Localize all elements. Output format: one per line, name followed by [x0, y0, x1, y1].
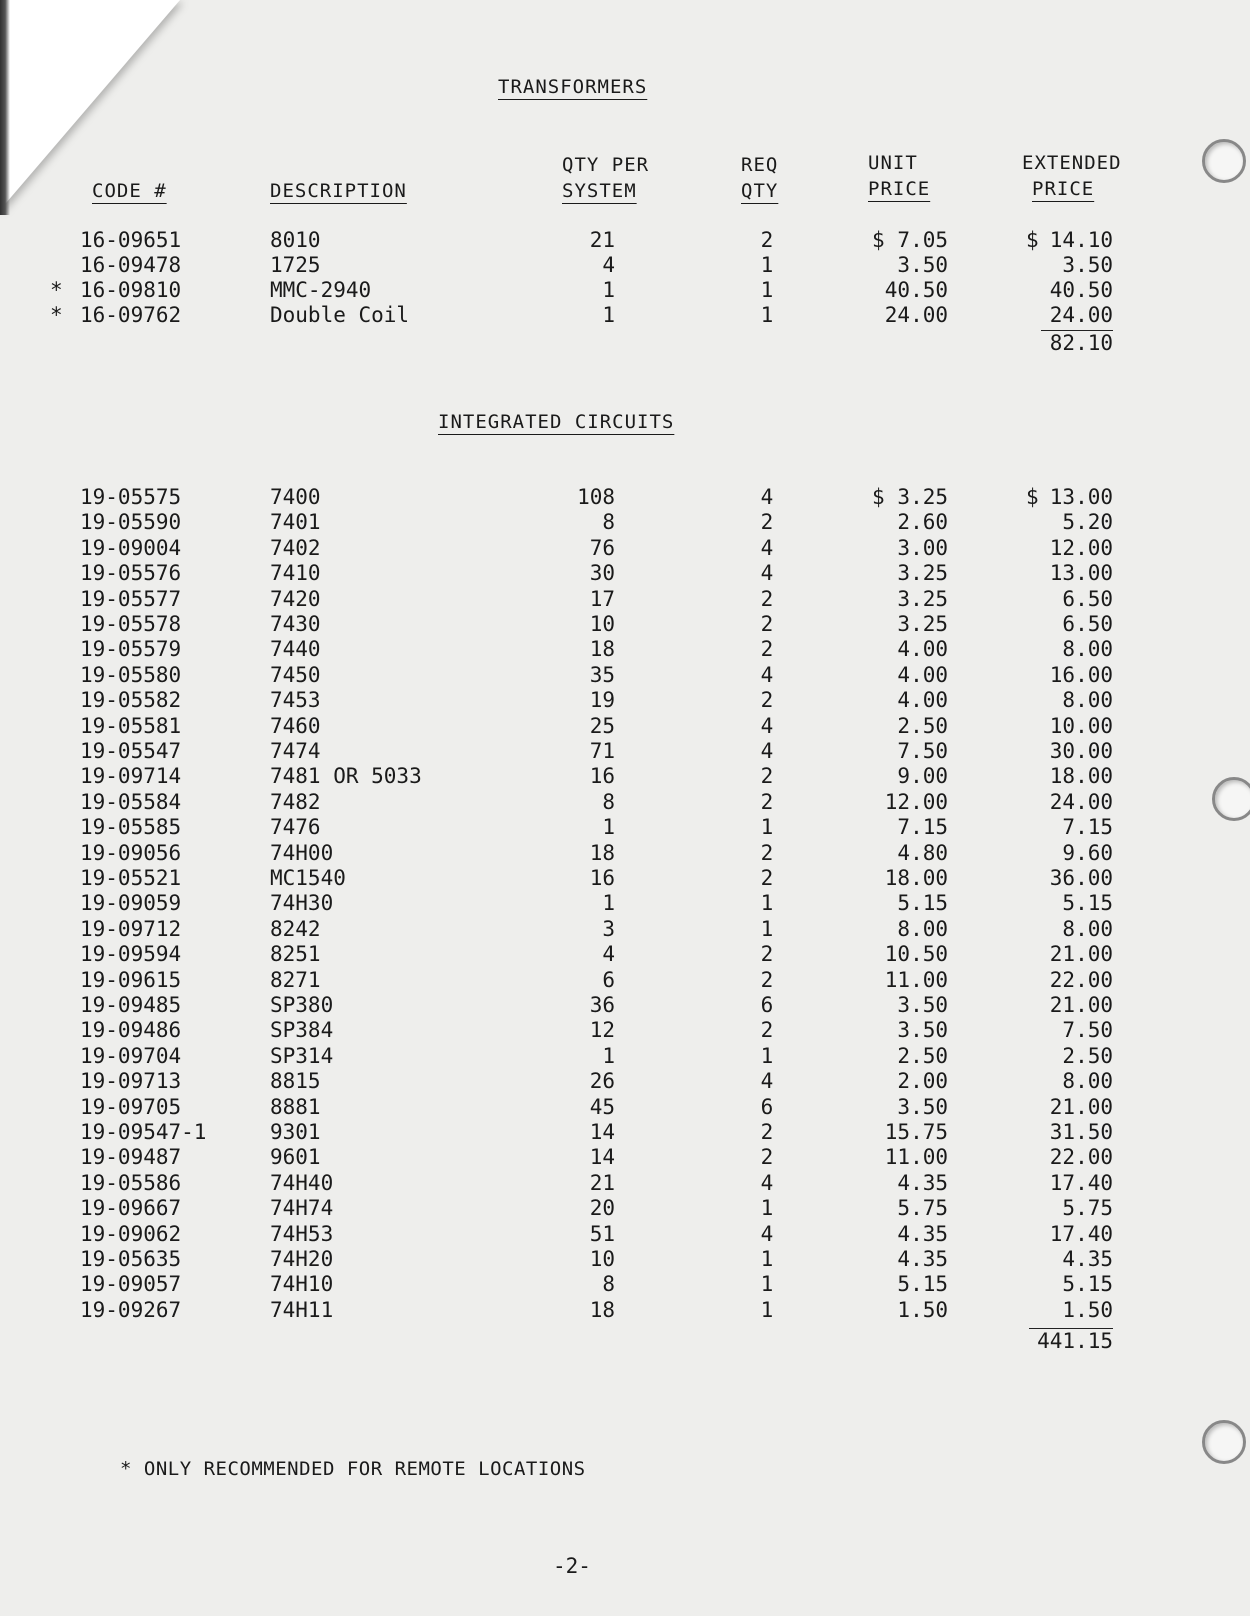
header-ext-line1: EXTENDED [1022, 152, 1122, 174]
row-req-qty: 1 [760, 1247, 774, 1271]
row-description: 7400 [270, 485, 321, 509]
row-req-qty: 1 [760, 1196, 774, 1221]
row-description: 8881 [270, 1094, 321, 1119]
row-qty-per-system: 14 [589, 1120, 615, 1144]
row-req-qty: 4 [760, 1221, 774, 1246]
row-extended-price: 8.00 [1062, 637, 1113, 662]
table-row [0, 1069, 1250, 1095]
row-unit-price: 4.00 [897, 637, 948, 662]
row-description: Double Coil [270, 303, 410, 327]
row-extended-price: 6.50 [1062, 586, 1113, 611]
row-description: 74H30 [270, 891, 334, 916]
row-unit-price: 9.00 [897, 764, 948, 789]
row-qty-per-system: 17 [589, 586, 615, 611]
row-extended-price: 3.50 [1062, 253, 1113, 277]
row-code: 19-05578 [80, 612, 182, 636]
header-unit-price [868, 150, 930, 202]
row-code: 16-09810 [80, 278, 182, 302]
header-description [270, 178, 407, 204]
header-req-line2: QTY [741, 180, 779, 202]
row-description: SP380 [270, 993, 334, 1017]
table-row [0, 485, 1250, 511]
header-qty-line2: SYSTEM [562, 180, 637, 202]
binder-hole-bottom [1202, 1420, 1246, 1464]
row-code: 19-09004 [80, 535, 182, 560]
row-extended-price: 14.10 [1049, 228, 1113, 252]
row-qty-per-system: 21 [589, 228, 615, 252]
row-extended-price: 21.00 [1049, 993, 1113, 1017]
row-qty-per-system: 30 [589, 561, 615, 586]
row-unit-price: 4.80 [897, 840, 948, 865]
row-req-qty: 4 [760, 713, 774, 738]
row-description: MMC-2940 [270, 278, 372, 302]
row-extended-price: 5.15 [1062, 1272, 1113, 1297]
table-row [0, 1171, 1250, 1197]
row-extended-price: 7.50 [1062, 1018, 1113, 1043]
row-code: 19-09059 [80, 891, 182, 916]
row-extended-price: 31.50 [1049, 1120, 1113, 1144]
row-extended-price: 1.50 [1062, 1297, 1113, 1322]
row-unit-price: 3.00 [897, 535, 948, 560]
row-code: 16-09651 [80, 228, 182, 252]
row-code: 19-05590 [80, 510, 182, 535]
row-unit-price: 1.50 [897, 1297, 948, 1322]
row-code: 19-05585 [80, 815, 182, 840]
row-qty-per-system: 4 [602, 942, 615, 967]
row-req-qty: 2 [760, 228, 774, 252]
row-code: 19-09267 [80, 1297, 182, 1322]
row-unit-price: 2.50 [897, 1043, 948, 1068]
row-description: 9601 [270, 1145, 321, 1170]
row-qty-per-system: 8 [602, 1272, 615, 1297]
row-code: 16-09478 [80, 253, 182, 277]
row-unit-price: 3.50 [897, 1018, 948, 1043]
row-extended-price: 5.75 [1062, 1196, 1113, 1221]
row-req-qty: 2 [760, 1120, 774, 1144]
row-qty-per-system: 21 [589, 1170, 615, 1195]
table-row [0, 1298, 1250, 1324]
row-code: 19-09062 [80, 1221, 182, 1246]
row-req-qty: 6 [760, 1094, 774, 1119]
row-req-qty: 2 [760, 840, 774, 865]
row-description: 7410 [270, 561, 321, 586]
table-row [0, 587, 1250, 613]
header-qty-per-system [562, 152, 649, 204]
table-row [0, 739, 1250, 765]
footnote: * ONLY RECOMMENDED FOR REMOTE LOCATIONS [120, 1458, 586, 1480]
row-code: 19-09615 [80, 967, 182, 992]
row-req-qty: 1 [760, 1043, 774, 1068]
row-unit-price: 7.15 [897, 815, 948, 840]
row-description: 7402 [270, 535, 321, 560]
transformers-title: TRANSFORMERS [498, 76, 648, 98]
row-description: 74H53 [270, 1221, 334, 1246]
row-description: 74H74 [270, 1196, 334, 1221]
transformers-total: 82.10 [1041, 330, 1113, 355]
row-code: 19-05582 [80, 688, 182, 713]
row-code: 19-05547 [80, 739, 182, 763]
header-qty-line1: QTY PER [562, 154, 650, 176]
table-row [0, 841, 1250, 867]
row-extended-price: 8.00 [1062, 688, 1113, 713]
table-row [0, 228, 1250, 254]
table-row [0, 510, 1250, 536]
row-unit-price: 2.60 [897, 510, 948, 535]
row-code: 19-05579 [80, 637, 182, 662]
row-description: MC1540 [270, 866, 346, 890]
row-description: 1725 [270, 253, 321, 277]
row-unit-price: 3.50 [897, 1094, 948, 1119]
integrated-circuits-title: INTEGRATED CIRCUITS [438, 411, 675, 433]
table-row [0, 663, 1250, 689]
row-qty-per-system: 14 [589, 1145, 615, 1170]
row-qty-per-system: 1 [602, 278, 615, 302]
row-code: 19-09486 [80, 1018, 182, 1043]
row-code: 19-09713 [80, 1069, 182, 1094]
row-unit-dollar: $ [872, 228, 885, 252]
row-extended-price: 6.50 [1062, 612, 1113, 636]
row-req-qty: 2 [760, 967, 774, 992]
row-unit-price: 40.50 [884, 278, 948, 302]
row-code: 19-09667 [80, 1196, 182, 1221]
row-req-qty: 6 [760, 993, 774, 1017]
header-ext-line2: PRICE [1032, 178, 1095, 200]
row-extended-price: 22.00 [1049, 1145, 1113, 1170]
table-row [0, 536, 1250, 562]
row-description: 7440 [270, 637, 321, 662]
row-code: 19-05580 [80, 662, 182, 687]
row-req-qty: 4 [760, 662, 774, 687]
table-row [0, 1018, 1250, 1044]
table-row [0, 917, 1250, 943]
row-qty-per-system: 19 [589, 688, 615, 713]
row-qty-per-system: 36 [589, 993, 615, 1017]
row-extended-price: 2.50 [1062, 1043, 1113, 1068]
table-row [0, 561, 1250, 587]
header-description-label: DESCRIPTION [270, 180, 407, 202]
row-unit-price: 5.75 [897, 1196, 948, 1221]
table-row [0, 1120, 1250, 1146]
row-extended-price: 16.00 [1049, 662, 1113, 687]
row-qty-per-system: 4 [602, 253, 615, 277]
row-code: 19-09057 [80, 1272, 182, 1297]
table-row [0, 891, 1250, 917]
row-extended-price: 4.35 [1062, 1247, 1113, 1271]
row-ext-dollar: $ [1026, 485, 1039, 509]
row-req-qty: 1 [760, 1297, 774, 1322]
row-extended-price: 40.50 [1049, 278, 1113, 302]
row-qty-per-system: 1 [602, 891, 615, 916]
row-code: 19-09547-1 [80, 1120, 207, 1144]
row-qty-per-system: 8 [602, 789, 615, 814]
row-description: 7430 [270, 612, 321, 636]
table-row [0, 790, 1250, 816]
row-qty-per-system: 10 [589, 1247, 615, 1271]
row-code: 19-05581 [80, 713, 182, 738]
table-row [0, 612, 1250, 638]
row-req-qty: 2 [760, 510, 774, 535]
table-row [0, 278, 1250, 304]
header-code [92, 178, 167, 204]
row-description: 7401 [270, 510, 321, 535]
row-description: 74H40 [270, 1170, 334, 1195]
row-req-qty: 1 [760, 891, 774, 916]
row-extended-price: 10.00 [1049, 713, 1113, 738]
table-row [0, 815, 1250, 841]
table-row [0, 968, 1250, 994]
row-unit-price: 4.00 [897, 662, 948, 687]
row-unit-price: 11.00 [884, 967, 948, 992]
header-code-label: CODE # [92, 180, 167, 202]
row-req-qty: 2 [760, 612, 774, 636]
row-req-qty: 2 [760, 637, 774, 662]
row-description: 8010 [270, 228, 321, 252]
row-qty-per-system: 51 [589, 1221, 615, 1246]
table-row [0, 714, 1250, 740]
table-row [0, 1272, 1250, 1298]
row-code: 19-09712 [80, 916, 182, 941]
row-unit-price: 7.50 [897, 739, 948, 763]
row-extended-price: 21.00 [1049, 1094, 1113, 1119]
row-req-qty: 1 [760, 815, 774, 840]
row-description: 74H20 [270, 1247, 334, 1271]
row-code: 19-05577 [80, 586, 182, 611]
row-description: 7450 [270, 662, 321, 687]
row-qty-per-system: 18 [589, 637, 615, 662]
row-req-qty: 2 [760, 866, 774, 890]
row-req-qty: 4 [760, 535, 774, 560]
table-row [0, 1196, 1250, 1222]
row-extended-price: 17.40 [1049, 1170, 1113, 1195]
row-code: 19-09704 [80, 1043, 182, 1068]
row-code: 19-05586 [80, 1170, 182, 1195]
row-qty-per-system: 12 [589, 1018, 615, 1043]
header-req-qty [741, 152, 778, 204]
integrated-circuits-total: 441.15 [1029, 1328, 1113, 1353]
row-qty-per-system: 20 [589, 1196, 615, 1221]
row-req-qty: 1 [760, 303, 774, 327]
row-unit-price: 15.75 [884, 1120, 948, 1144]
table-row [0, 993, 1250, 1019]
row-req-qty: 2 [760, 586, 774, 611]
table-row [0, 1222, 1250, 1248]
row-extended-price: 24.00 [1049, 303, 1113, 327]
row-extended-price: 13.00 [1049, 485, 1113, 509]
row-description: 74H00 [270, 840, 334, 865]
row-req-qty: 2 [760, 789, 774, 814]
row-code: 19-05635 [80, 1247, 182, 1271]
row-unit-price: 5.15 [897, 1272, 948, 1297]
row-unit-price: 3.25 [897, 561, 948, 586]
row-unit-price: 18.00 [884, 866, 948, 890]
row-code: 19-05575 [80, 485, 182, 509]
row-qty-per-system: 1 [602, 815, 615, 840]
row-unit-price: 4.35 [897, 1221, 948, 1246]
row-unit-price: 4.35 [897, 1170, 948, 1195]
row-qty-per-system: 35 [589, 662, 615, 687]
table-row [0, 866, 1250, 892]
row-req-qty: 2 [760, 1018, 774, 1043]
row-extended-price: 8.00 [1062, 916, 1113, 941]
table-row [0, 637, 1250, 663]
row-req-qty: 4 [760, 485, 774, 509]
row-qty-per-system: 16 [589, 866, 615, 890]
row-unit-price: 3.25 [897, 612, 948, 636]
row-code: 19-09705 [80, 1094, 182, 1119]
row-description: 8815 [270, 1069, 321, 1094]
row-extended-price: 18.00 [1049, 764, 1113, 789]
row-qty-per-system: 10 [589, 612, 615, 636]
row-req-qty: 4 [760, 1170, 774, 1195]
row-qty-per-system: 1 [602, 1043, 615, 1068]
row-qty-per-system: 6 [602, 967, 615, 992]
row-qty-per-system: 108 [577, 485, 615, 509]
row-unit-price: 3.25 [897, 586, 948, 611]
row-description: 8242 [270, 916, 321, 941]
row-extended-price: 30.00 [1049, 739, 1113, 763]
row-qty-per-system: 1 [602, 303, 615, 327]
row-extended-price: 24.00 [1049, 789, 1113, 814]
row-req-qty: 4 [760, 561, 774, 586]
row-code: 19-09714 [80, 764, 182, 789]
row-qty-per-system: 76 [589, 535, 615, 560]
row-description: 74H11 [270, 1297, 334, 1322]
row-req-qty: 2 [760, 764, 774, 789]
table-row [0, 1044, 1250, 1070]
row-qty-per-system: 71 [589, 739, 615, 763]
row-description: 74H10 [270, 1272, 334, 1297]
row-extended-price: 17.40 [1049, 1221, 1113, 1246]
row-code: 19-09487 [80, 1145, 182, 1170]
row-ext-dollar: $ [1026, 228, 1039, 252]
header-unit-line2: PRICE [868, 178, 931, 200]
row-description: 8251 [270, 942, 321, 967]
table-row [0, 764, 1250, 790]
row-unit-price: 3.50 [897, 993, 948, 1017]
row-unit-price: 4.35 [897, 1247, 948, 1271]
row-qty-per-system: 45 [589, 1094, 615, 1119]
row-qty-per-system: 18 [589, 1297, 615, 1322]
row-req-qty: 2 [760, 688, 774, 713]
row-qty-per-system: 18 [589, 840, 615, 865]
row-description: 7474 [270, 739, 321, 763]
row-extended-price: 22.00 [1049, 967, 1113, 992]
header-extended-price [1022, 150, 1122, 202]
row-unit-price: 5.15 [897, 891, 948, 916]
row-extended-price: 13.00 [1049, 561, 1113, 586]
row-req-qty: 4 [760, 1069, 774, 1094]
folded-corner-edge [0, 0, 10, 215]
row-qty-per-system: 25 [589, 713, 615, 738]
row-extended-price: 9.60 [1062, 840, 1113, 865]
row-code: 19-05521 [80, 866, 182, 890]
row-description: 9301 [270, 1120, 321, 1144]
table-row [0, 303, 1250, 329]
row-code: 19-09485 [80, 993, 182, 1017]
row-unit-dollar: $ [872, 485, 885, 509]
row-unit-price: 3.50 [897, 253, 948, 277]
row-req-qty: 1 [760, 916, 774, 941]
row-unit-price: 10.50 [884, 942, 948, 967]
row-code: 19-09056 [80, 840, 182, 865]
table-row [0, 253, 1250, 279]
row-description: 7476 [270, 815, 321, 840]
row-description: SP314 [270, 1043, 334, 1068]
row-qty-per-system: 16 [589, 764, 615, 789]
page-number: -2- [553, 1554, 591, 1578]
header-unit-line1: UNIT [868, 152, 918, 174]
row-unit-price: 3.25 [897, 485, 948, 509]
row-extended-price: 12.00 [1049, 535, 1113, 560]
row-description: 8271 [270, 967, 321, 992]
row-description: SP384 [270, 1018, 334, 1043]
row-code: 16-09762 [80, 303, 182, 327]
row-unit-price: 4.00 [897, 688, 948, 713]
row-unit-price: 2.50 [897, 713, 948, 738]
row-star-marker: * [50, 303, 63, 327]
row-req-qty: 2 [760, 942, 774, 967]
table-row [0, 688, 1250, 714]
row-description: 7453 [270, 688, 321, 713]
row-unit-price: 2.00 [897, 1069, 948, 1094]
row-unit-price: 24.00 [884, 303, 948, 327]
row-qty-per-system: 8 [602, 510, 615, 535]
row-extended-price: 8.00 [1062, 1069, 1113, 1094]
row-qty-per-system: 26 [589, 1069, 615, 1094]
row-description: 7482 [270, 789, 321, 814]
row-unit-price: 11.00 [884, 1145, 948, 1170]
row-star-marker: * [50, 278, 63, 302]
row-unit-price: 12.00 [884, 789, 948, 814]
row-unit-price: 7.05 [897, 228, 948, 252]
row-extended-price: 36.00 [1049, 866, 1113, 890]
row-description: 7420 [270, 586, 321, 611]
table-row [0, 1095, 1250, 1121]
row-qty-per-system: 3 [602, 916, 615, 941]
table-row [0, 1247, 1250, 1273]
row-extended-price: 5.20 [1062, 510, 1113, 535]
row-unit-price: 8.00 [897, 916, 948, 941]
row-req-qty: 4 [760, 739, 774, 763]
row-extended-price: 7.15 [1062, 815, 1113, 840]
table-row [0, 942, 1250, 968]
row-req-qty: 1 [760, 278, 774, 302]
row-code: 19-05576 [80, 561, 182, 586]
row-code: 19-09594 [80, 942, 182, 967]
row-description: 7460 [270, 713, 321, 738]
table-row [0, 1145, 1250, 1171]
binder-hole-top [1202, 139, 1246, 183]
row-req-qty: 1 [760, 1272, 774, 1297]
row-description: 7481 OR 5033 [270, 764, 422, 789]
row-code: 19-05584 [80, 789, 182, 814]
row-req-qty: 1 [760, 253, 774, 277]
header-req-line1: REQ [741, 154, 779, 176]
row-extended-price: 5.15 [1062, 891, 1113, 916]
row-extended-price: 21.00 [1049, 942, 1113, 967]
row-req-qty: 2 [760, 1145, 774, 1170]
